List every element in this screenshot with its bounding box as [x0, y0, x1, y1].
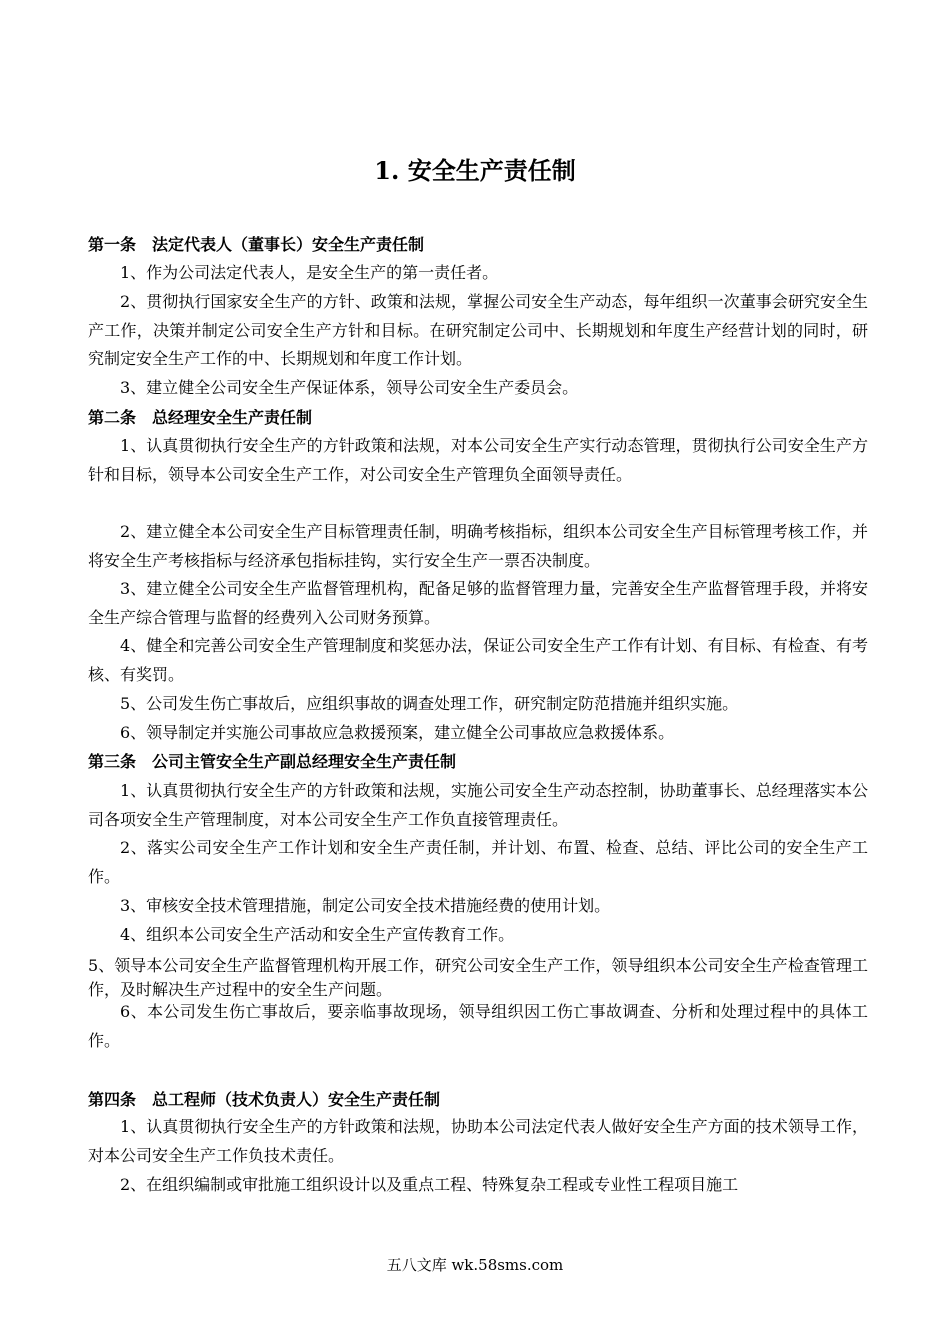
- paragraph: 2、建立健全本公司安全生产目标管理责任制，明确考核指标，组织本公司安全生产目标管理考核工作，并将安全生产考核指标与经济承包指标挂钩，实行安全生产一票否决制度。: [88, 522, 868, 570]
- paragraph: 1、认真贯彻执行安全生产的方针政策和法规，协助本公司法定代表人做好安全生产方面的技术领导工作，对本公司安全生产工作负技术责任。: [88, 1117, 868, 1165]
- paragraph: 4、健全和完善公司安全生产管理制度和奖惩办法，保证公司安全生产工作有计划、有目标、有检查、有考核、有奖罚。: [88, 636, 868, 684]
- paragraph: 2、落实公司安全生产工作计划和安全生产责任制，并计划、布置、检查、总结、评比公司的安全生产工作。: [88, 838, 868, 886]
- paragraph: 2、在组织编制或审批施工组织设计以及重点工程、特殊复杂工程或专业性工程项目施工: [120, 1175, 739, 1194]
- paragraph: 1、认真贯彻执行安全生产的方针政策和法规，实施公司安全生产动态控制，协助董事长、总经理落实本公司各项安全生产管理制度，对本公司安全生产工作负直接管理责任。: [88, 781, 868, 829]
- paragraph: 4、组织本公司安全生产活动和安全生产宣传教育工作。: [120, 925, 515, 944]
- paragraph: 5、领导本公司安全生产监督管理机构开展工作，研究公司安全生产工作，领导组织本公司安全生产检查管理工作，及时解决生产过程中的安全生产问题。: [88, 956, 868, 999]
- paragraph: 2、贯彻执行国家安全生产的方针、政策和法规，掌握公司安全生产动态，每年组织一次董事会研究安全生产工作，决策并制定公司安全生产方针和目标。在研究制定公司中、长期规划和年度生产经营计划的同时，研究制定安全生产工作的中、长期规划和年度工作计划。: [88, 292, 868, 369]
- paragraph: 1、认真贯彻执行安全生产的方针政策和法规，对本公司安全生产实行动态管理，贯彻执行公司安全生产方针和目标，领导本公司安全生产工作，对公司安全生产管理负全面领导责任。: [88, 436, 868, 484]
- paragraph: 6、本公司发生伤亡事故后，要亲临事故现场，领导组织因工伤亡事故调查、分析和处理过程中的具体工作。: [88, 1002, 868, 1050]
- paragraph: 1、作为公司法定代表人，是安全生产的第一责任者。: [120, 263, 499, 282]
- paragraph: 6、领导制定并实施公司事故应急救援预案，建立健全公司事故应急救援体系。: [120, 723, 675, 742]
- page-title: 1. 安全生产责任制: [374, 156, 576, 185]
- section-heading-3: 第三条 公司主管安全生产副总经理安全生产责任制: [88, 752, 457, 771]
- page-footer: 五八文库 wk.58sms.com: [386, 1256, 564, 1274]
- section-heading-1: 第一条 法定代表人（董事长）安全生产责任制: [88, 235, 425, 254]
- section-heading-4: 第四条 总工程师（技术负责人）安全生产责任制: [88, 1090, 441, 1109]
- paragraph: 3、审核安全技术管理措施，制定公司安全技术措施经费的使用计划。: [120, 896, 611, 915]
- paragraph: 3、建立健全公司安全生产保证体系，领导公司安全生产委员会。: [120, 378, 579, 397]
- paragraph: 5、公司发生伤亡事故后，应组织事故的调查处理工作，研究制定防范措施并组织实施。: [120, 694, 739, 713]
- paragraph: 3、建立健全公司安全生产监督管理机构，配备足够的监督管理力量，完善安全生产监督管理手段，并将安全生产综合管理与监督的经费列入公司财务预算。: [88, 579, 868, 627]
- section-heading-2: 第二条 总经理安全生产责任制: [88, 408, 313, 427]
